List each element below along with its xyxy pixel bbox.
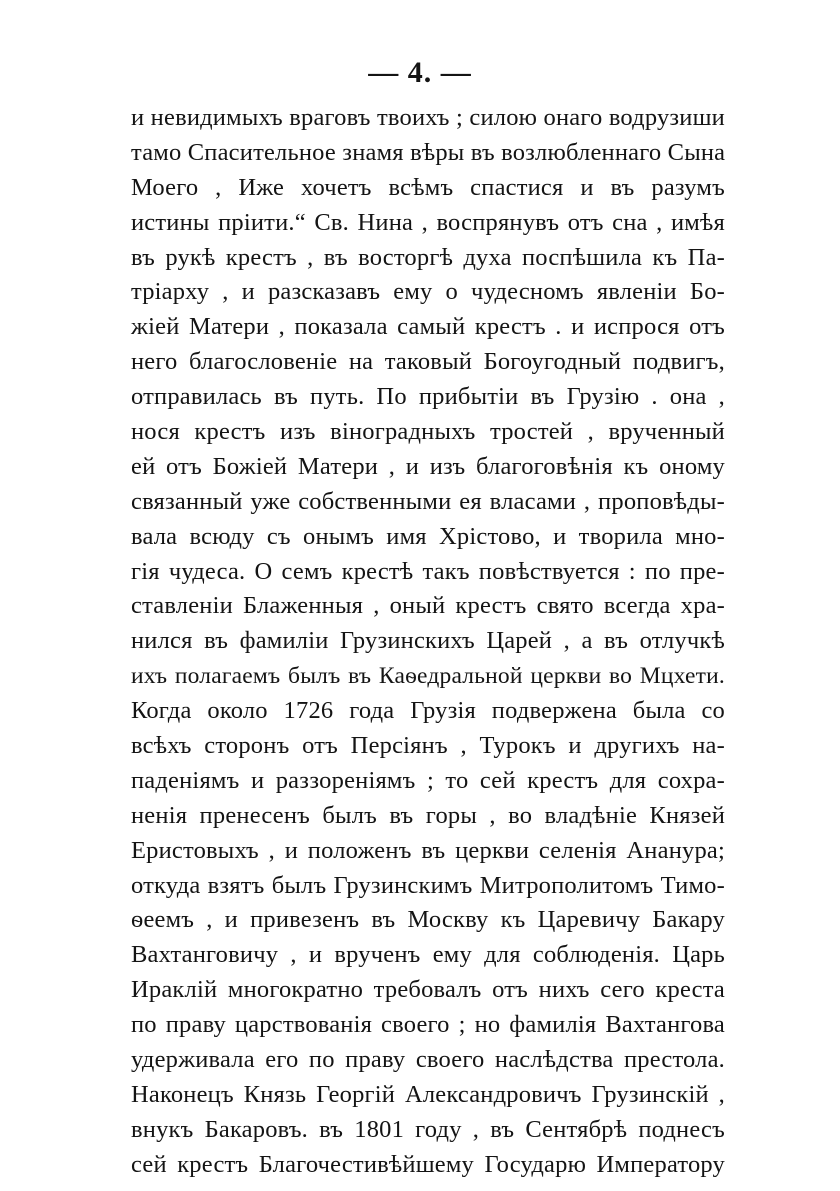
text-line: Вахтанговичу , и врученъ ему для соблюденія. Царь	[131, 941, 725, 969]
text-line: гія чудеса. О семъ крестѣ такъ повѣствуется : по пре-	[131, 557, 725, 585]
text-line: удерживала его по праву своего наслѣдства престола.	[131, 1046, 725, 1074]
text-line: ѳеемъ , и привезенъ въ Москву къ Царевичу Бакару	[131, 906, 725, 934]
text-line: Еристовыхъ , и положенъ въ церкви селенія Ананура;	[131, 836, 725, 864]
body-text	[131, 101, 725, 1183]
text-line: нося крестъ изъ віноградныхъ тростей , врученный	[131, 418, 725, 446]
text-line: ставленіи Блаженныя , оный крестъ свято всегда хра-	[131, 592, 725, 620]
text-line: сей крестъ Благочестивѣйшему Государю Императору	[131, 1150, 725, 1178]
text-line: внукъ Бакаровъ. въ 1801 году , въ Сентябрѣ поднесъ	[131, 1115, 725, 1143]
text-line: истины пріити.“ Св. Нина , воспрянувъ отъ сна , имѣя	[131, 208, 725, 236]
text-line: нился въ фамиліи Грузинскихъ Царей , а въ отлучкѣ	[131, 627, 725, 655]
text-line: въ рукѣ крестъ , въ восторгѣ духа поспѣшила къ Па-	[131, 243, 725, 271]
text-line: паденіямъ и раззореніямъ ; то сей крестъ для сохра-	[131, 766, 725, 794]
text-line: тріарху , и разсказавъ ему о чудесномъ явленіи Бо-	[131, 278, 725, 306]
text-line: по праву царствованія своего ; но фамилія Вахтангова	[131, 1011, 725, 1039]
text-line: и невидимыхъ враговъ твоихъ ; силою онаго водрузиши	[131, 104, 725, 131]
text-line: Когда около 1726 года Грузія подвержена была со	[131, 697, 725, 725]
text-line: жіей Матери , показала самый крестъ . и испрося отъ	[131, 313, 725, 341]
text-line: ихъ полагаемъ былъ въ Каѳедральной церкви во Мцхети.	[131, 663, 725, 690]
text-line: тамо Спасительное знамя вѣры въ возлюбленнаго Сына	[131, 138, 726, 166]
text-line: откуда взятъ былъ Грузинскимъ Митрополитомъ Тимо-	[131, 871, 725, 899]
text-line: Наконецъ Князь Георгій Александровичъ Грузинскій ,	[131, 1080, 725, 1108]
text-line: отправилась въ путь. По прибытіи въ Грузію . она ,	[131, 383, 725, 411]
text-line: ей отъ Божіей Матери , и изъ благоговѣнія къ оному	[131, 452, 725, 480]
text-line: Ираклій многократно требовалъ отъ нихъ сего креста	[131, 976, 725, 1004]
text-line: связанный уже собственными ея власами , проповѣды-	[131, 487, 725, 515]
text-line: Моего , Иже хочетъ всѣмъ спастися и въ разумъ	[131, 173, 725, 201]
page-number-header: — 4. —	[368, 56, 472, 89]
text-line: всѣхъ сторонъ отъ Персіянъ , Турокъ и другихъ на-	[131, 732, 725, 760]
text-line: ненія пренесенъ былъ въ горы , во владѣніе Князей	[131, 801, 725, 829]
text-line: вала всюду съ онымъ имя Хрістово, и творила мно-	[131, 522, 725, 550]
text-line: него благословеніе на таковый Богоугодный подвигъ,	[131, 348, 725, 376]
